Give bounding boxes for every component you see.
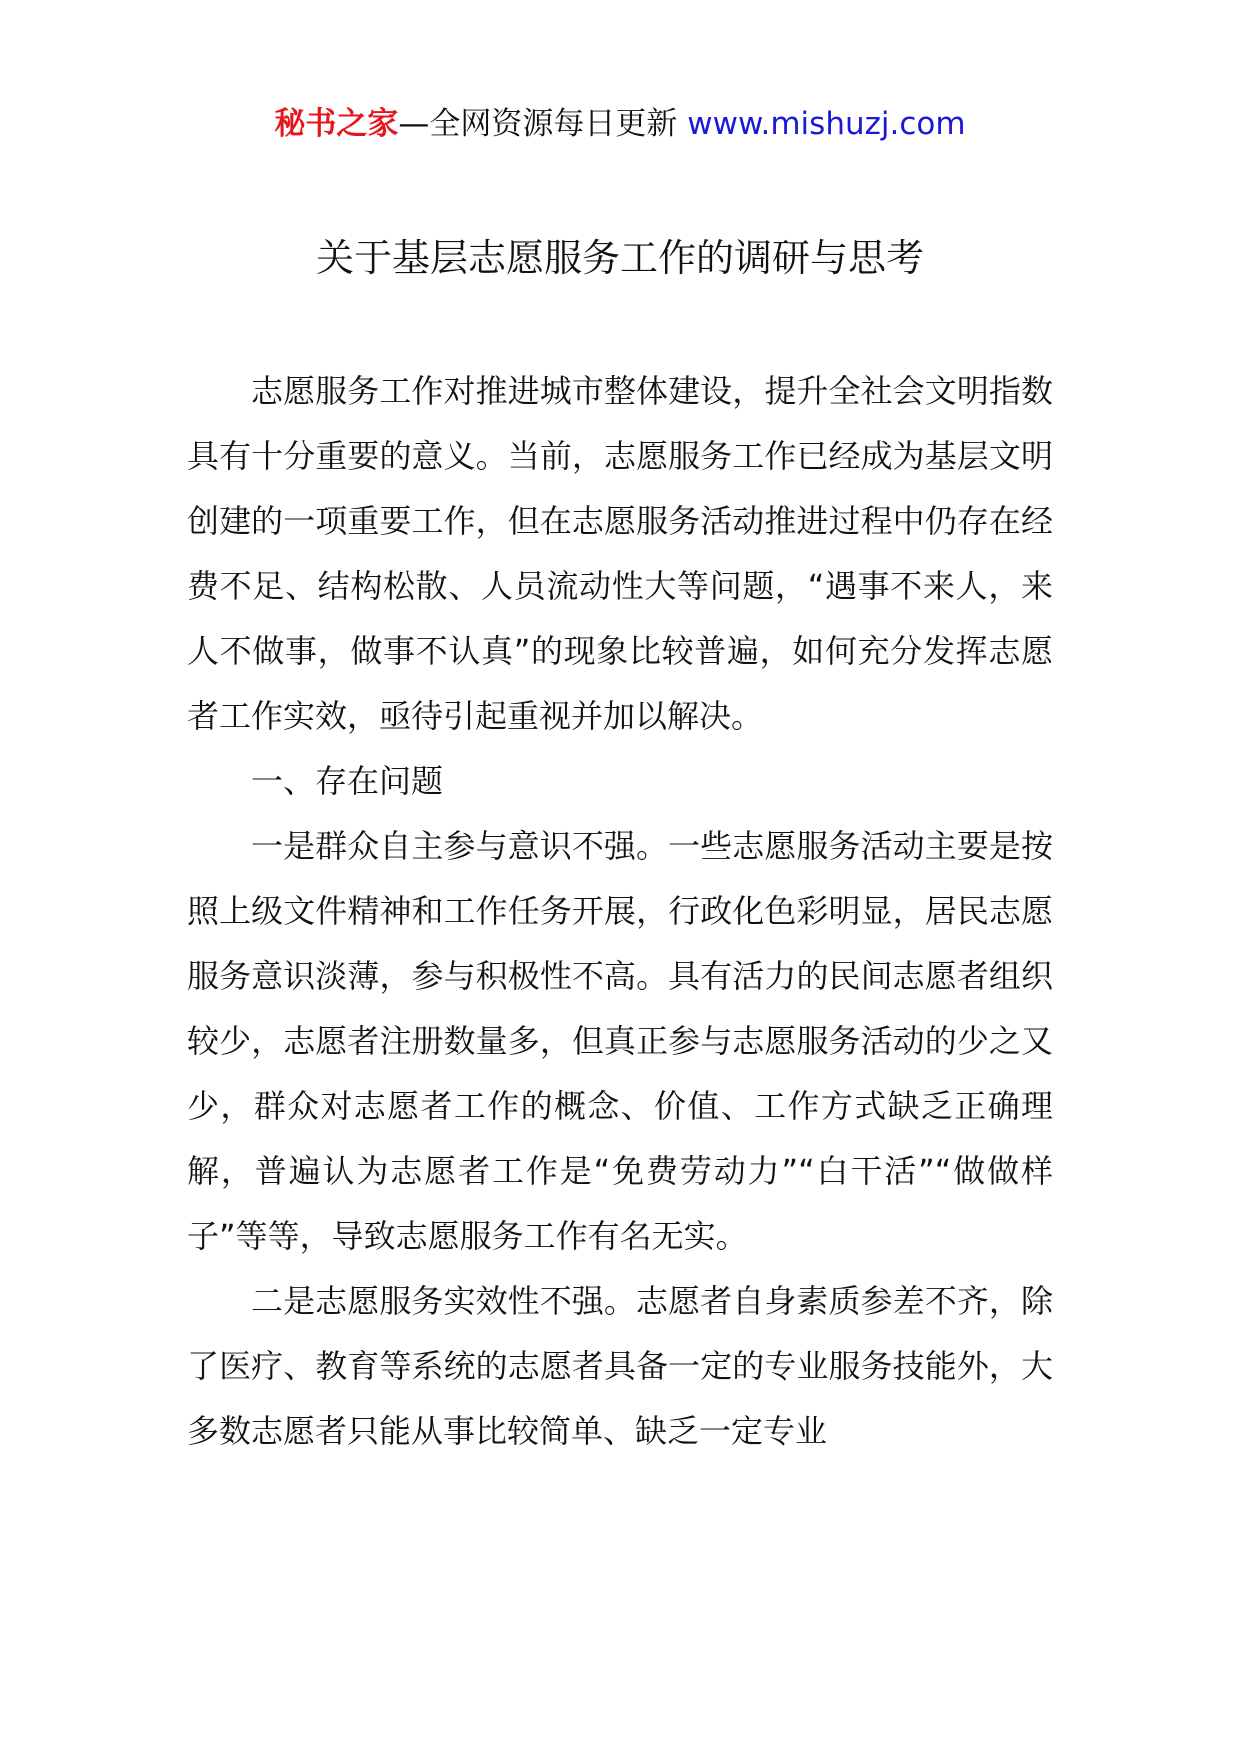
brand-name: 秘书之家 <box>274 106 399 142</box>
document-title: 关于基层志愿服务工作的调研与思考 <box>315 236 924 280</box>
paragraph-intro: 志愿服务工作对推进城市整体建设，提升全社会文明指数具有十分重要的意义。当前，志愿服务工作已经成为基层文明创建的一项重要工作，但在志愿服务活动推进过程中仍存在经费不足、结构松散、人员流动性大等问题，“遇事不来人，来人不做事，做事不认真”的现象比较普遍，如何充分发挥志愿者工作实效，亟待引起重视并加以解决。 <box>187 372 1053 735</box>
header-tagline: —全网资源每日更新 <box>398 106 688 142</box>
site-header <box>0 100 1240 148</box>
document-body <box>187 359 1053 1464</box>
paragraph-issue-2: 二是志愿服务实效性不强。志愿者自身素质参差不齐，除了医疗、教育等系统的志愿者具备一定的专业服务技能外，大多数志愿者只能从事比较简单、缺乏一定专业 <box>187 1282 1053 1450</box>
paragraph-issue-1: 一是群众自主参与意识不强。一些志愿服务活动主要是按照上级文件精神和工作任务开展，行政化色彩明显，居民志愿服务意识淡薄，参与积极性不高。具有活力的民间志愿者组织较少，志愿者注册数量多，但真正参与志愿服务活动的少之又少，群众对志愿者工作的概念、价值、工作方式缺乏正确理解，普遍认为志愿者工作是“免费劳动力”“白干活”“做做样子”等等，导致志愿服务工作有名无实。 <box>187 827 1053 1255</box>
site-url-link[interactable]: www.mishuzj.com <box>687 106 966 142</box>
section-heading: 一、存在问题 <box>251 762 444 800</box>
